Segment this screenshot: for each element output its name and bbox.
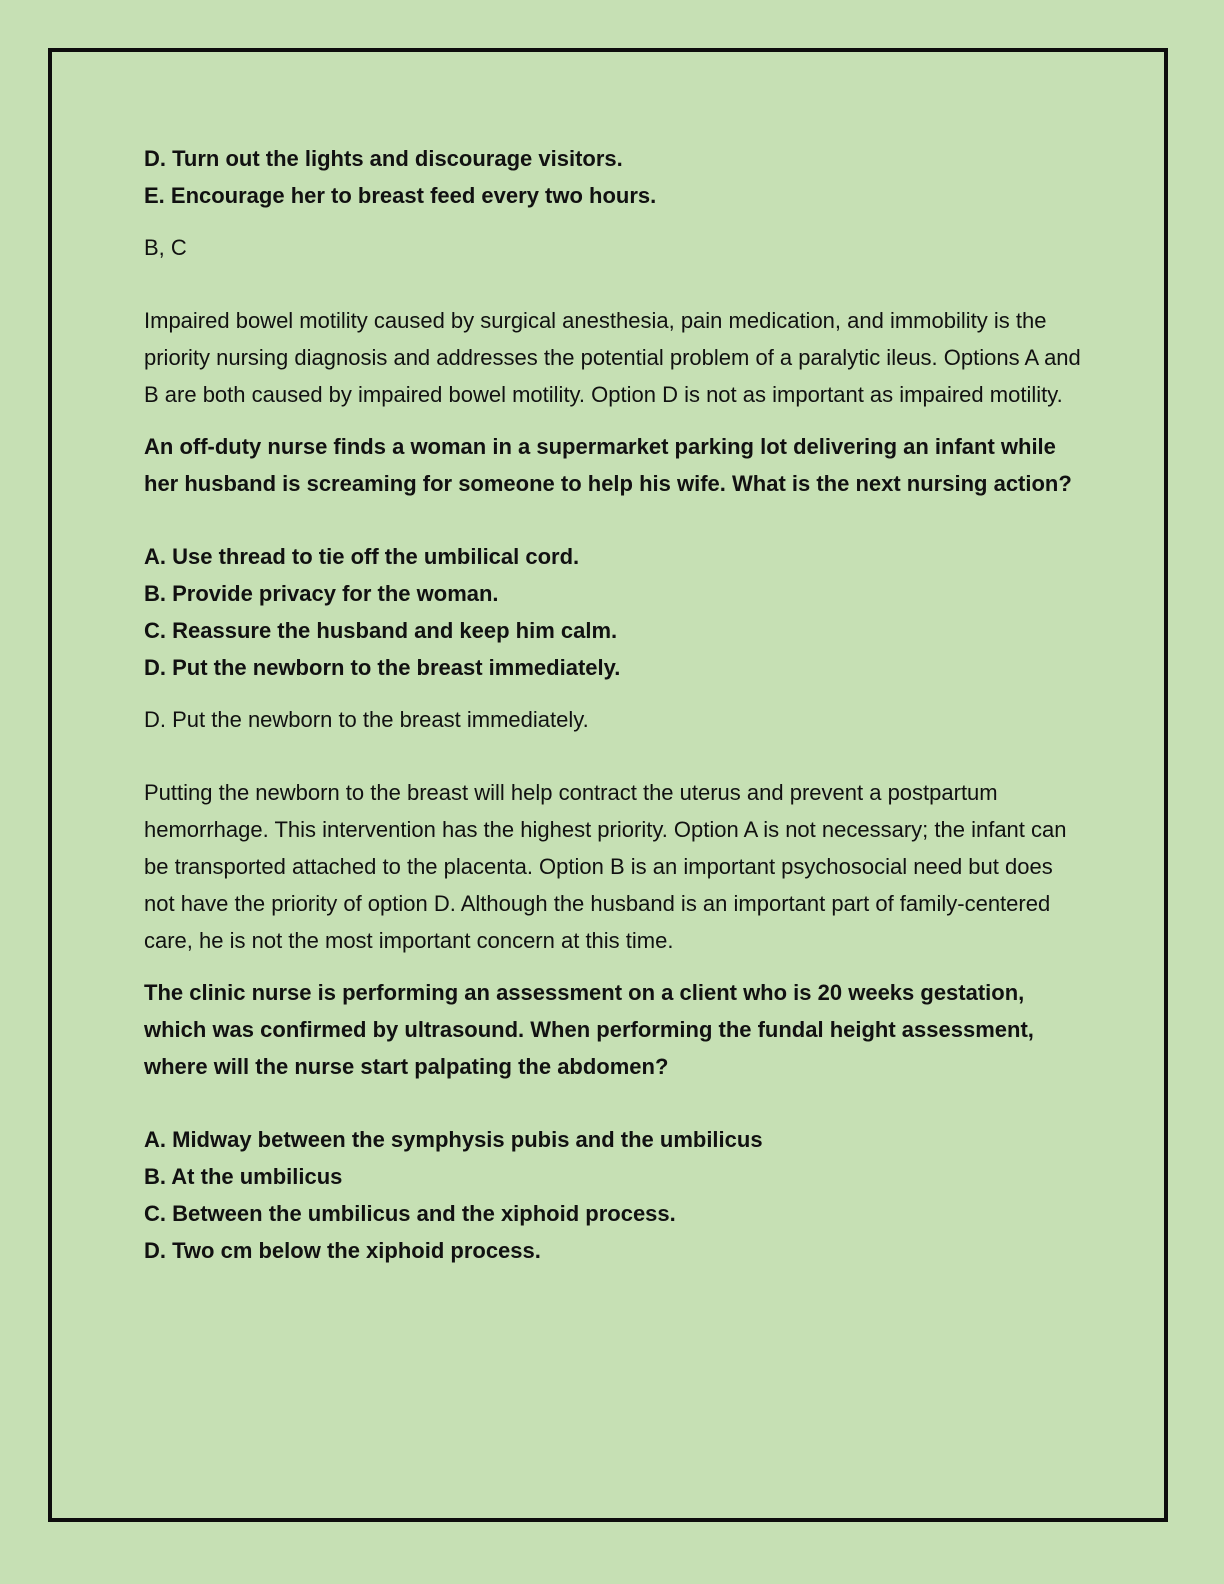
question: The clinic nurse is performing an assessment on a client who is 20 weeks gestation, which was confirmed by ultrasound. When performing the fundal height assessment, where will the nurse start palpating the abdomen?: [144, 980, 1034, 1079]
answer: B, C: [144, 235, 187, 260]
rationale: Putting the newborn to the breast will help contract the uterus and prevent a postpartum hemorrhage. This intervention has the highest priority. Option A is not necessary; the infant can be transported attached to the placenta. Option B is an important psychosocial need but does not have the priority of option D. Although the husband is an important part of family-centered care, he is not the most important concern at this time.: [144, 780, 1067, 953]
option-c: C. Reassure the husband and keep him calm.: [144, 618, 618, 643]
option-b: B. At the umbilicus: [144, 1164, 343, 1189]
answer: D. Put the newborn to the breast immediately.: [144, 707, 589, 732]
option-e: E. Encourage her to breast feed every two hours.: [144, 183, 657, 208]
option-b: B. Provide privacy for the woman.: [144, 581, 499, 606]
option-c: C. Between the umbilicus and the xiphoid process.: [144, 1201, 676, 1226]
question: An off-duty nurse finds a woman in a supermarket parking lot delivering an infant while her husband is screaming for someone to help his wife. What is the next nursing action?: [144, 434, 1072, 496]
option-d: D. Turn out the lights and discourage visitors.: [144, 146, 623, 171]
document-content: [144, 140, 1084, 1269]
option-a: A. Midway between the symphysis pubis and the umbilicus: [144, 1127, 763, 1152]
option-a: A. Use thread to tie off the umbilical cord.: [144, 544, 580, 569]
option-d: D. Two cm below the xiphoid process.: [144, 1238, 541, 1263]
option-d: D. Put the newborn to the breast immediately.: [144, 655, 621, 680]
rationale: Impaired bowel motility caused by surgical anesthesia, pain medication, and immobility is the priority nursing diagnosis and addresses the potential problem of a paralytic ileus. Options A and B are both caused by impaired bowel motility. Option D is not as important as impaired motility.: [144, 308, 1081, 407]
